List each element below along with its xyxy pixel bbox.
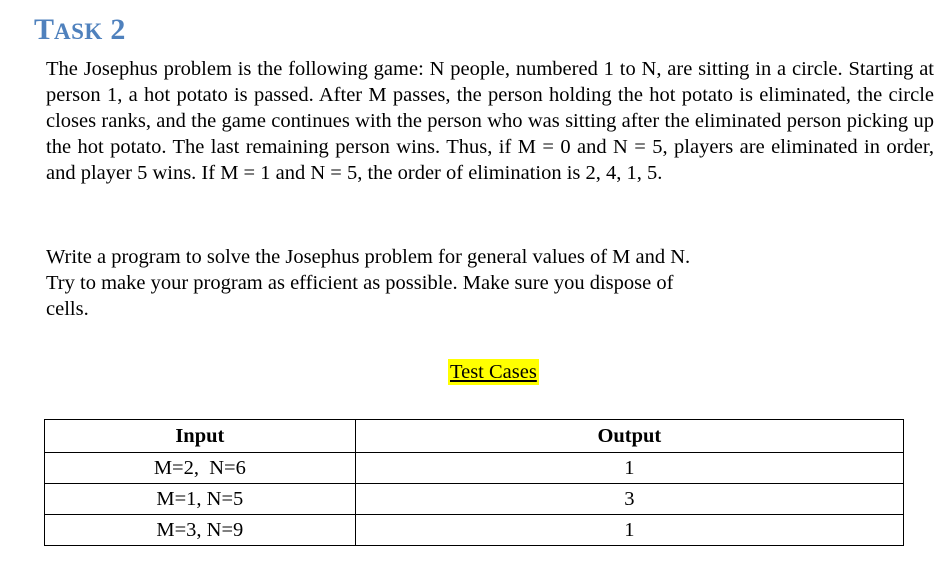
test-cases-heading: Test Cases bbox=[450, 361, 537, 383]
input-cell: M=2, N=6 bbox=[45, 453, 356, 484]
task-title-rest: ASK bbox=[54, 19, 103, 44]
input-cell: M=1, N=5 bbox=[45, 484, 356, 515]
problem-description: The Josephus problem is the following game: N people, numbered 1 to N, are sitting in a circle. Starting at person 1, a hot potato is passed. After M passes, the person holding the hot potato is eliminated, the circle closes ranks, and the game continues with the person who was sitting after the eliminated person picking up the hot potato. The last remaining person wins. Thus, if M = 0 and N = 5, players are eliminated in order, and player 5 wins. If M = 1 and N = 5, the order of elimination is 2, 4, 1, 5. bbox=[46, 58, 934, 184]
input-cell: M=3, N=9 bbox=[45, 515, 356, 546]
task-instructions bbox=[46, 244, 806, 322]
table-row bbox=[45, 453, 904, 484]
test-cases-table bbox=[44, 419, 904, 546]
output-cell: 1 bbox=[355, 515, 903, 546]
task-title-number: 2 bbox=[102, 13, 126, 46]
instructions-line-2: Try to make your program as efficient as possible. Make sure you dispose of bbox=[46, 272, 674, 294]
task-title-initial: T bbox=[34, 13, 55, 46]
table-row bbox=[45, 515, 904, 546]
column-header-output: Output bbox=[355, 420, 903, 453]
table-row bbox=[45, 484, 904, 515]
table-header-row bbox=[45, 420, 904, 453]
instructions-line-3: cells. bbox=[46, 298, 89, 320]
output-cell: 3 bbox=[355, 484, 903, 515]
instructions-line-1: Write a program to solve the Josephus problem for general values of M and N. bbox=[46, 246, 691, 268]
column-header-input: Input bbox=[45, 420, 356, 453]
task-title bbox=[34, 12, 125, 50]
output-cell: 1 bbox=[355, 453, 903, 484]
